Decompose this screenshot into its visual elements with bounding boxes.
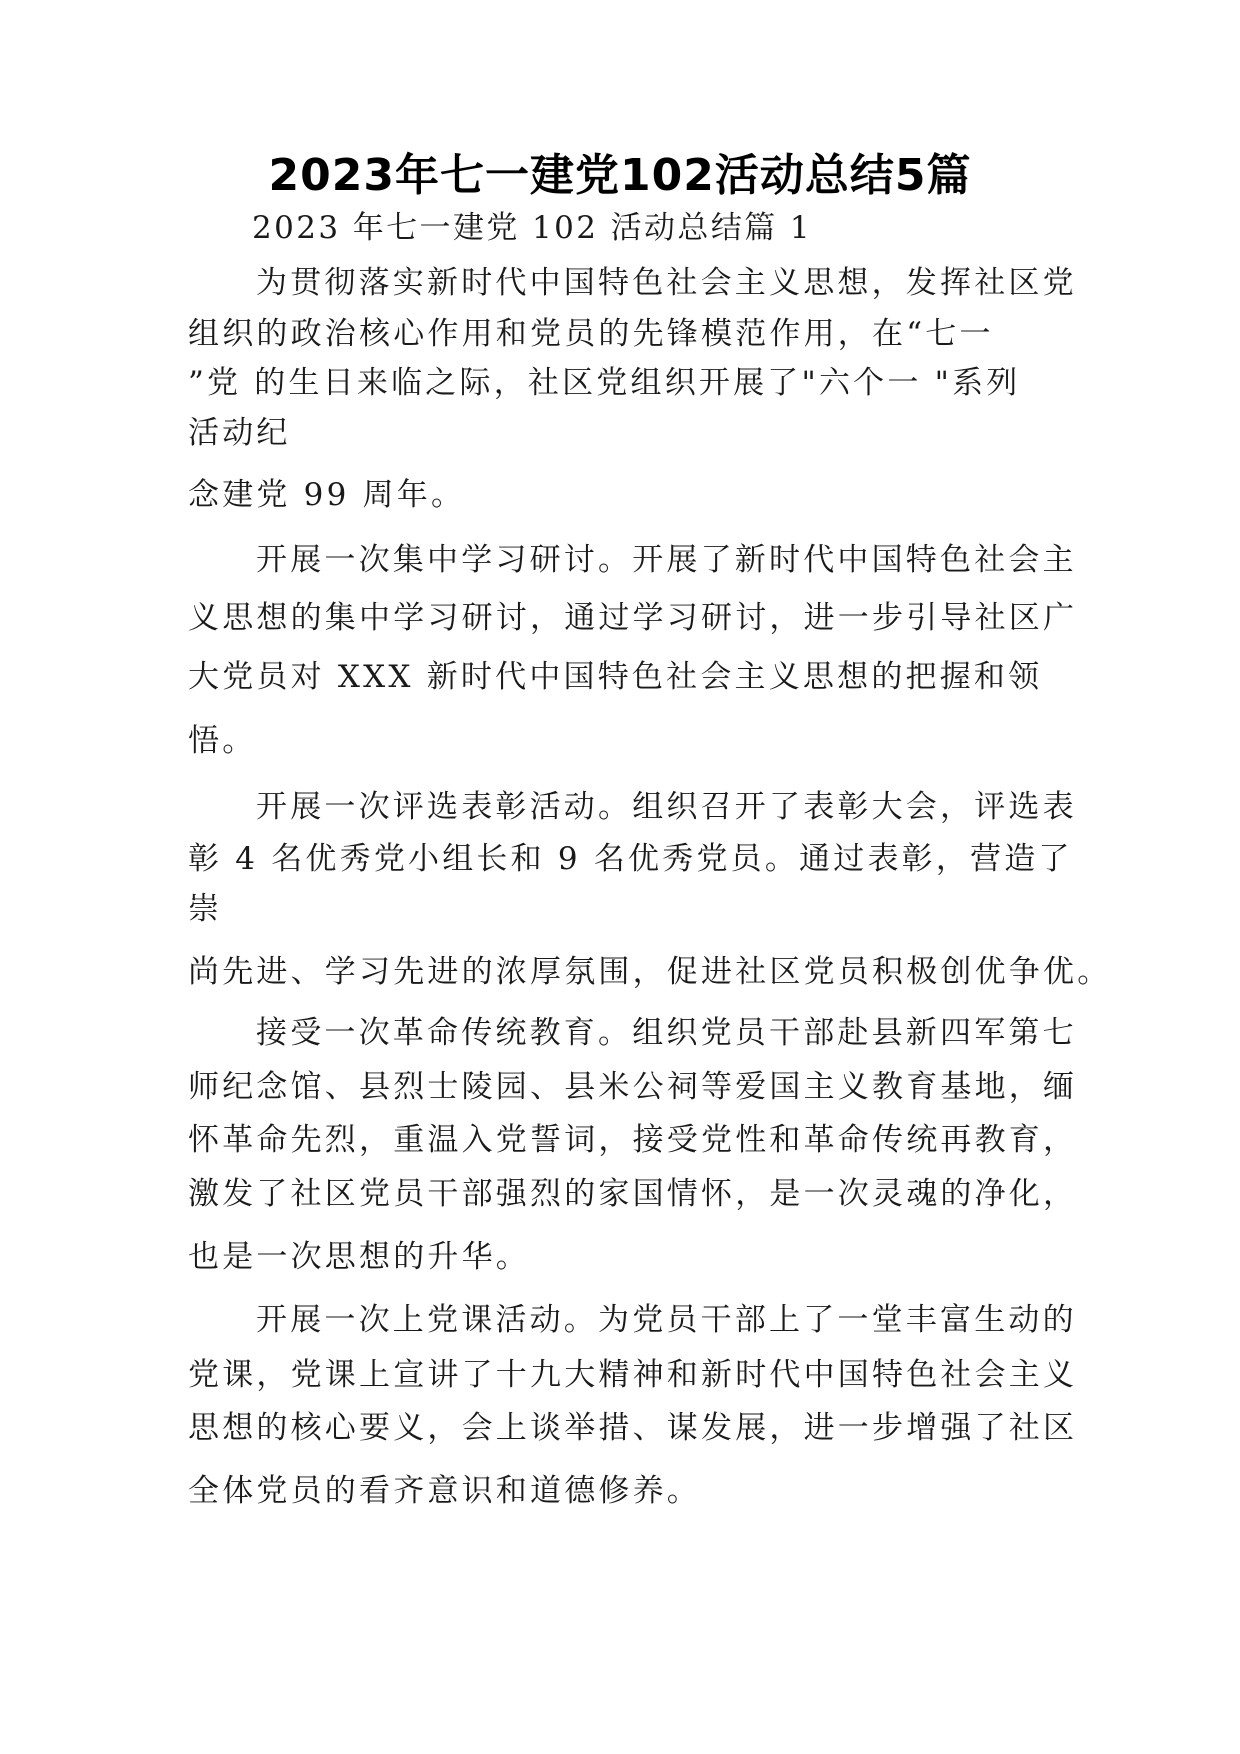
paragraph-1-line-3: ”党 的生日来临之际，社区党组织开展了"六个一 "系列 [188, 365, 1021, 401]
paragraph-4-line-3: 怀革命先烈，重温入党誓词，接受党性和革命传统再教育， [188, 1122, 1078, 1158]
paragraph-2-line-1: 开展一次集中学习研讨。开展了新时代中国特色社会主 [256, 542, 1077, 578]
paragraph-1-line-2: 组织的政治核心作用和党员的先锋模范作用，在“七一 [188, 316, 994, 352]
section-subtitle: 2023 年七一建党 102 活动总结篇 1 [252, 210, 812, 246]
paragraph-5-line-3: 思想的核心要义，会上谈举措、谋发展，进一步增强了社区 [188, 1410, 1078, 1446]
paragraph-3-line-4: 尚先进、学习先进的浓厚氛围，促进社区党员积极创优争优。 [188, 954, 1112, 990]
paragraph-4-line-5: 也是一次思想的升华。 [188, 1239, 530, 1275]
paragraph-4-line-4: 激发了社区党员干部强烈的家国情怀，是一次灵魂的净化， [188, 1176, 1078, 1212]
paragraph-3-line-3: 崇 [188, 891, 223, 927]
document-title: 2023年七一建党102活动总结5篇 [268, 150, 972, 201]
paragraph-2-line-3: 大党员对 XXX 新时代中国特色社会主义思想的把握和领 [188, 659, 1043, 695]
paragraph-1-line-1: 为贯彻落实新时代中国特色社会主义思想，发挥社区党 [256, 265, 1077, 301]
paragraph-5-line-4: 全体党员的看齐意识和道德修养。 [188, 1473, 701, 1509]
paragraph-1-line-5: 念建党 99 周年。 [188, 477, 466, 513]
paragraph-5-line-2: 党课，党课上宣讲了十九大精神和新时代中国特色社会主义 [188, 1357, 1078, 1393]
paragraph-2-line-4: 悟。 [188, 723, 257, 759]
paragraph-4-line-1: 接受一次革命传统教育。组织党员干部赴县新四军第七 [256, 1015, 1077, 1051]
paragraph-2-line-2: 义思想的集中学习研讨，通过学习研讨，进一步引导社区广 [188, 600, 1078, 636]
paragraph-3-line-1: 开展一次评选表彰活动。组织召开了表彰大会，评选表 [256, 789, 1077, 825]
paragraph-3-line-2: 彰 4 名优秀党小组长和 9 名优秀党员。通过表彰，营造了 [188, 841, 1073, 877]
paragraph-1-line-4: 活动纪 [188, 415, 291, 451]
paragraph-5-line-1: 开展一次上党课活动。为党员干部上了一堂丰富生动的 [256, 1302, 1077, 1338]
paragraph-4-line-2: 师纪念馆、县烈士陵园、县米公祠等爱国主义教育基地，缅 [188, 1069, 1078, 1105]
